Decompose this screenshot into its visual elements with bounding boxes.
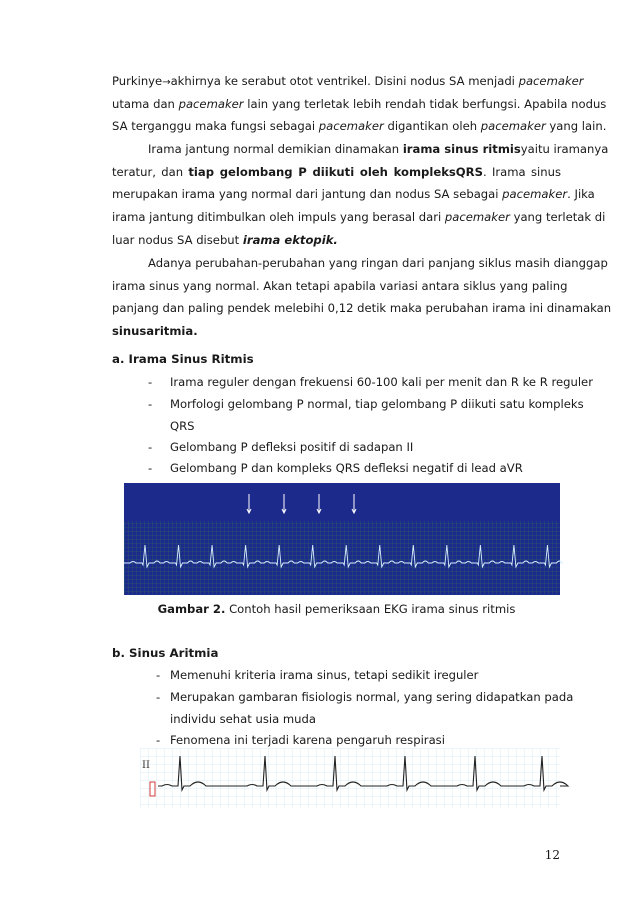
ecg-sinus-arrhythmia-image	[140, 748, 560, 808]
ecg-grid	[124, 521, 560, 595]
document-page: Purkinye→akhirnya ke serabut otot ventrikel. Disini nodus SA menjadi pacemaker utama dan pacemaker lain yang terletak lebih rendah tidak berfungsi. Apabila nodus SA terganggu maka fungsi sebagai pacemaker digantikan oleh pacemaker yang lain. Irama jantung normal demikian dinamakan irama sinus ritmisyaitu iramanya teratur, dan tiap gelombang P diikuti oleh kompleksQRS. Irama sinus merupakan irama yang normal dari jantung dan nodus SA sebagai pacemaker. Jika irama jantung ditimbulkan oleh impuls yang berasal dari pacemaker yang terletak di luar nodus SA disebut irama ektopik. Adanya perubahan-perubahan yang ringan dari panjang siklus masih dianggap irama sinus yang normal. Akan tetapi apabila variasi antara siklus yang paling panjang dan paling pendek melebihi 0,12 detik maka perubahan irama ini dinamakan sinusaritmia. a. Irama Sinus Ritmis - Irama reguler dengan frekuensi 60-100 kali per menit dan R ke R reguler - Morfologi gelombang P normal, tiap gelombang P diikuti satu kompleks QRS - Gelombang P defleksi positif di sadapan II - Gelombang P dan kompleks QRS defleksi negatif di lead aVR Gambar 2. Contoh hasil pemeriksaan EKG irama sinus ritmis b. Sinus Aritmia - Memenuhi kriteria irama sinus, tetapi sedikit ireguler - Merupakan gambaran fisiologis normal, yang sering didapatkan pada individu sehat usia muda - Fenomena ini terjadi karena pengaruh respirasi II 12	[0, 0, 638, 902]
rhythm-paragraph: Irama jantung normal demikian dinamakan irama sinus ritmisyaitu iramanya teratur, dan tiap gelombang P diikuti oleh kompleksQRS. Irama sinus merupakan irama yang normal dari jantung dan nodus SA sebagai pacemaker. Jika irama jantung ditimbulkan oleh impuls yang berasal dari pacemaker yang terletak di luar nodus SA disebut irama ektopik.	[112, 142, 609, 247]
page-number: 12	[544, 848, 560, 862]
arrhythmia-paragraph: Adanya perubahan-perubahan yang ringan dari panjang siklus masih dianggap irama sinus yang normal. Akan tetapi apabila variasi antara siklus yang paling panjang dan paling pendek melebihi 0,12 detik maka perubahan irama ini dinamakan sinusaritmia.	[112, 256, 612, 339]
section-b-heading: b. Sinus Aritmia	[112, 646, 219, 660]
figure-2-caption: Gambar 2. Contoh hasil pemeriksaan EKG irama sinus ritmis	[157, 602, 516, 616]
intro-paragraph: Purkinye→akhirnya ke serabut otot ventrikel. Disini nodus SA menjadi pacemaker utama dan pacemaker lain yang terletak lebih rendah tidak berfungsi. Apabila nodus SA terganggu maka fungsi sebagai pacemaker digantikan oleh pacemaker yang lain.	[112, 74, 607, 134]
ecg-sinus-rhythm-image	[124, 483, 560, 595]
ecg2-grid	[140, 748, 560, 808]
lead-label: II	[142, 760, 150, 771]
section-a-heading: a. Irama Sinus Ritmis	[112, 352, 254, 366]
